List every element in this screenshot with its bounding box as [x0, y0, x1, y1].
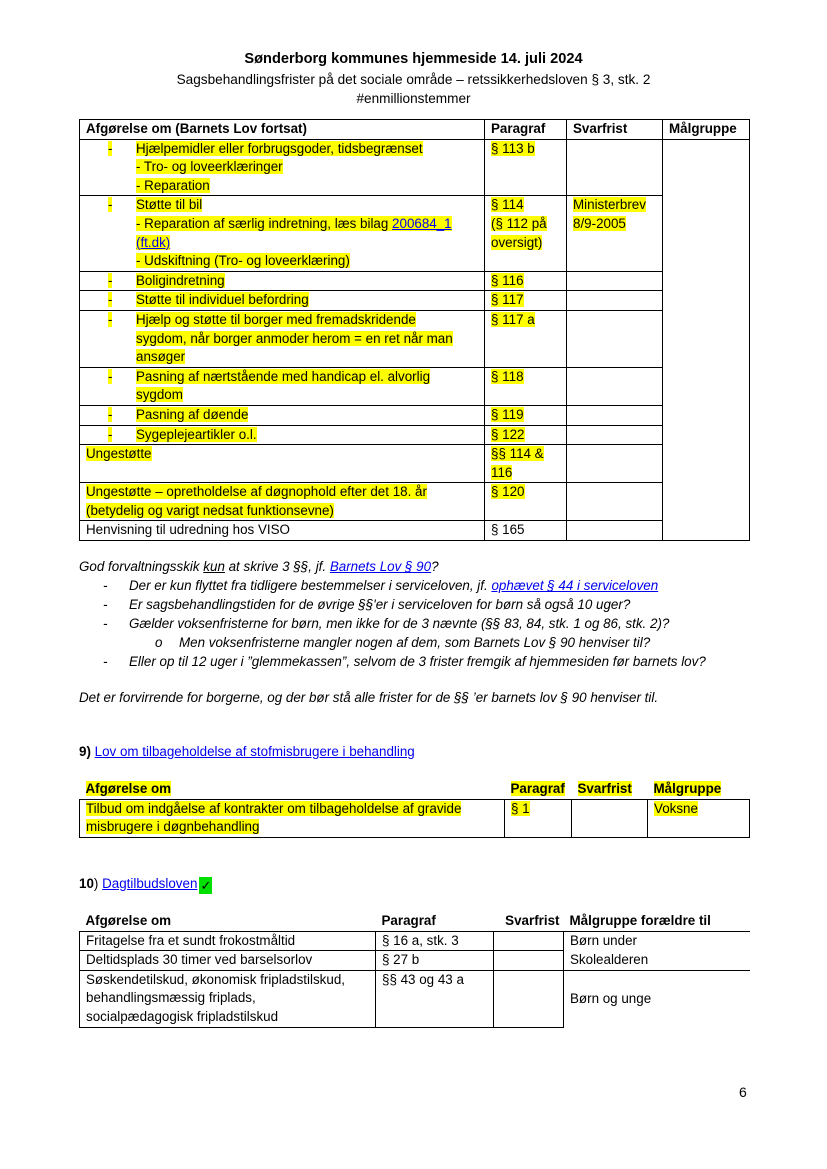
section-10-link[interactable]: Dagtilbudsloven — [102, 876, 198, 891]
col-header-maalgruppe: Målgruppe forældre til — [569, 913, 711, 928]
list-item: - Eller op til 12 uger i ”glemmekassen”, selvom de 3 frister fremgik af hjemmesiden før barnets lov? — [79, 652, 779, 671]
page-title: Sønderborg kommunes hjemmeside 14. juli 2024 — [244, 51, 583, 67]
afgoerelse-cell: - Boligindretning — [80, 271, 485, 291]
afgoerelse-cell: Tilbud om indgåelse af kontrakter om tilbageholdelse af gravide misbrugere i døgnbehandling — [80, 799, 505, 837]
checkmark-icon: ✓ — [200, 878, 212, 893]
barnets-lov-90-link[interactable]: Barnets Lov § 90 — [329, 559, 432, 574]
afgoerelse-cell: Ungestøtte — [80, 445, 485, 483]
page-subtitle: Sagsbehandlingsfrister på det sociale område – retssikkerhedsloven § 3, stk. 2 — [176, 72, 651, 87]
table-row — [80, 425, 750, 445]
afgoerelse-cell: - Støtte til individuel befordring — [80, 291, 485, 311]
afgoerelse-cell: Deltidsplads 30 timer ved barselsorlov — [80, 951, 376, 971]
table-row — [80, 310, 750, 367]
paragraf-cell: § 117 — [485, 291, 567, 311]
table-row — [80, 799, 750, 837]
afgoerelse-cell: Fritagelse fra et sundt frokostmåltid — [80, 931, 376, 951]
col-header-maalgruppe: Målgruppe — [653, 781, 722, 796]
paragraf-cell: § 1 — [505, 799, 572, 837]
col-header-paragraf: Paragraf — [381, 913, 436, 928]
col-header-svarfrist: Svarfrist — [505, 913, 560, 928]
table-row — [80, 951, 750, 971]
afgoerelse-cell: - Pasning af døende — [80, 405, 485, 425]
section-9-heading: 9) Lov om tilbageholdelse af stofmisbrugere i behandling — [79, 744, 415, 759]
table-row — [80, 521, 750, 541]
barnets-lov-table — [79, 119, 750, 541]
svarfrist-cell — [572, 799, 648, 837]
list-item: - Er sagsbehandlingstiden for de øvrige §§'er i serviceloven for børn så også 10 uger? — [79, 595, 779, 614]
paragraf-cell: § 120 — [485, 483, 567, 521]
maalgruppe-cell: Børn og unge — [564, 970, 750, 1027]
svarfrist-cell — [567, 310, 663, 367]
afgoerelse-cell: Søskendetilskud, økonomisk fripladstilskud, behandlingsmæssig friplads, socialpædagogisk fripladstilskud — [80, 970, 376, 1027]
paragraf-cell: §§ 43 og 43 a — [376, 970, 494, 1027]
afgoerelse-cell: - Pasning af nærtstående med handicap el. alvorlig sygdom — [80, 367, 485, 405]
table-row — [80, 271, 750, 291]
paragraf-cell: § 114 (§ 112 på oversigt) — [485, 196, 567, 271]
paragraf-cell: § 116 — [485, 271, 567, 291]
afgoerelse-cell: - Hjælpemidler eller forbrugsgoder, tidsbegrænset - Tro- og loveerklæringer - Reparation — [80, 139, 485, 196]
col-header-afgoerelse: Afgørelse om — [85, 781, 172, 796]
list-item: o Men voksenfristerne mangler nogen af dem, som Barnets Lov § 90 henviser til? — [79, 633, 779, 652]
svarfrist-cell — [567, 445, 663, 483]
paragraf-cell: § 27 b — [376, 951, 494, 971]
list-item: - Gælder voksenfristerne for børn, men ikke for de 3 nævnte (§§ 83, 84, stk. 1 og 86, stk. 2)? — [79, 614, 779, 633]
col-header-paragraf: Paragraf — [485, 120, 567, 140]
table-row — [80, 139, 750, 196]
notes-block — [79, 557, 779, 671]
table-header-row — [80, 780, 750, 799]
paragraf-cell: §§ 114 & 116 — [485, 445, 567, 483]
svarfrist-cell — [567, 271, 663, 291]
table-row — [80, 931, 750, 951]
bilag-link[interactable]: 200684_1 — [392, 215, 452, 231]
maalgruppe-cell: Børn under — [564, 931, 750, 951]
paragraf-cell: § 122 — [485, 425, 567, 445]
list-item: - Der er kun flyttet fra tidligere bestemmelser i serviceloven, jf. ophævet § 44 i serviceloven — [79, 576, 779, 595]
svarfrist-cell — [494, 970, 564, 1027]
section-10-heading: 10) Dagtilbudsloven ✓ — [79, 876, 212, 893]
paragraf-cell: § 117 a — [485, 310, 567, 367]
ft-dk-link[interactable]: (ft.dk) — [136, 234, 171, 250]
table-row — [80, 196, 750, 271]
svarfrist-cell — [494, 951, 564, 971]
table-header-row — [80, 120, 750, 140]
section-9-link[interactable]: Lov om tilbageholdelse af stofmisbrugere i behandling — [94, 744, 415, 759]
col-header-paragraf: Paragraf — [510, 781, 565, 796]
svarfrist-cell: Ministerbrev 8/9-2005 — [567, 196, 663, 271]
svarfrist-cell — [567, 405, 663, 425]
paragraf-cell: § 16 a, stk. 3 — [376, 931, 494, 951]
svarfrist-cell — [494, 931, 564, 951]
svarfrist-cell — [567, 291, 663, 311]
conclusion-text: Det er forvirrende for borgerne, og der bør stå alle frister for de §§ ’er barnets lov § 90 henviser til. — [79, 690, 659, 705]
table-row — [80, 405, 750, 425]
svarfrist-cell — [567, 367, 663, 405]
afgoerelse-cell: - Sygeplejeartikler o.l. — [80, 425, 485, 445]
svarfrist-cell — [567, 139, 663, 196]
section-10-table — [79, 912, 750, 1028]
table-row — [80, 367, 750, 405]
table-row — [80, 483, 750, 521]
maalgruppe-cell: Voksne — [648, 799, 750, 837]
table-row — [80, 970, 750, 1027]
col-header-afgoerelse: Afgørelse om — [85, 913, 172, 928]
table-row — [80, 445, 750, 483]
afgoerelse-cell: - Støtte til bil - Reparation af særlig indretning, læs bilag 200684_1 (ft.dk) - Udskiftning (Tro- og loveerklæring) — [80, 196, 485, 271]
paragraf-cell: § 119 — [485, 405, 567, 425]
paragraf-cell: § 113 b — [485, 139, 567, 196]
page-number: 6 — [739, 1084, 747, 1100]
maalgruppe-cell: Skolealderen — [564, 951, 750, 971]
serviceloven-44-link[interactable]: ophævet § 44 i serviceloven — [491, 578, 659, 593]
paragraf-cell: § 165 — [485, 521, 567, 541]
paragraf-cell: § 118 — [485, 367, 567, 405]
maalgruppe-cell — [663, 139, 750, 540]
col-header-afgoerelse: Afgørelse om (Barnets Lov fortsat) — [80, 120, 485, 140]
table-header-row — [80, 912, 750, 931]
page-hashtag: #enmillionstemmer — [356, 91, 471, 106]
afgoerelse-cell: Henvisning til udredning hos VISO — [80, 521, 485, 541]
svarfrist-cell — [567, 425, 663, 445]
afgoerelse-cell: - Hjælp og støtte til borger med fremadskridende sygdom, når borger anmoder herom = en ret når man ansøger — [80, 310, 485, 367]
col-header-svarfrist: Svarfrist — [567, 120, 663, 140]
col-header-svarfrist: Svarfrist — [577, 781, 632, 796]
section-9-table — [79, 780, 750, 838]
notes-intro: God forvaltningsskik kun at skrive 3 §§, jf. Barnets Lov § 90? — [79, 559, 439, 574]
table-row — [80, 291, 750, 311]
col-header-maalgruppe: Målgruppe — [663, 120, 750, 140]
svarfrist-cell — [567, 521, 663, 541]
svarfrist-cell — [567, 483, 663, 521]
afgoerelse-cell: Ungestøtte – opretholdelse af døgnophold efter det 18. år (betydelig og varigt nedsat funktionsevne) — [80, 483, 485, 521]
